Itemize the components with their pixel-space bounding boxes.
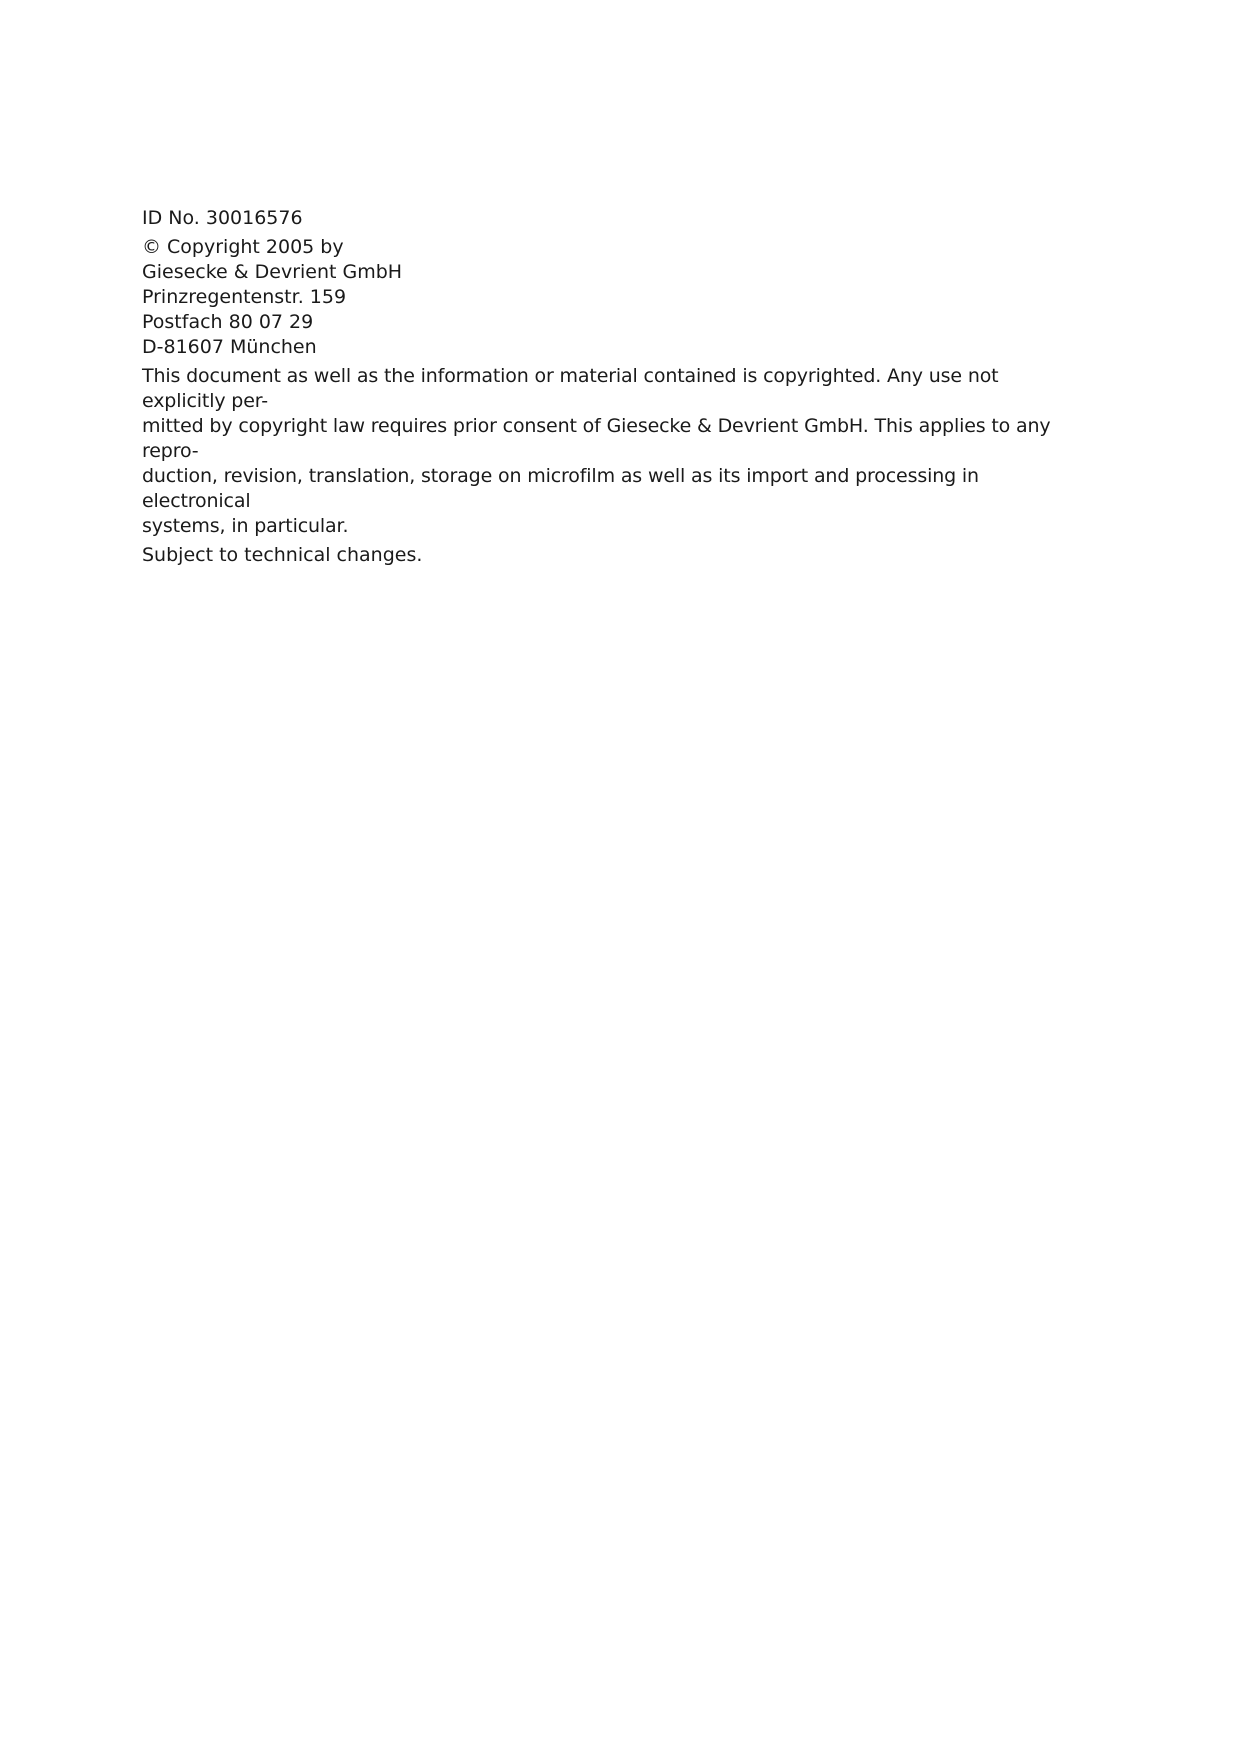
copyright-line: © Copyright 2005 by xyxy=(142,236,344,258)
copyright-notice-line: duction, revision, translation, storage on microfilm as well as its import and processing in electronical xyxy=(142,465,979,512)
copyright-notice xyxy=(142,364,1082,539)
imprint-block xyxy=(142,206,1082,568)
copyright-notice-line: systems, in particular. xyxy=(142,515,349,537)
company-name: Giesecke & Devrient GmbH xyxy=(142,261,403,283)
po-box: Postfach 80 07 29 xyxy=(142,311,314,333)
technical-changes-notice: Subject to technical changes. xyxy=(142,544,423,566)
city-postcode: D-81607 München xyxy=(142,336,317,358)
id-number: ID No. 30016576 xyxy=(142,207,303,229)
street-address: Prinzregentenstr. 159 xyxy=(142,286,347,308)
copyright-notice-line: mitted by copyright law requires prior consent of Giesecke & Devrient GmbH. This applies to any repro- xyxy=(142,415,1051,462)
copyright-notice-line: This document as well as the information or material contained is copyrighted. Any use not explicitly per- xyxy=(142,365,999,412)
publisher-address xyxy=(142,235,1082,360)
